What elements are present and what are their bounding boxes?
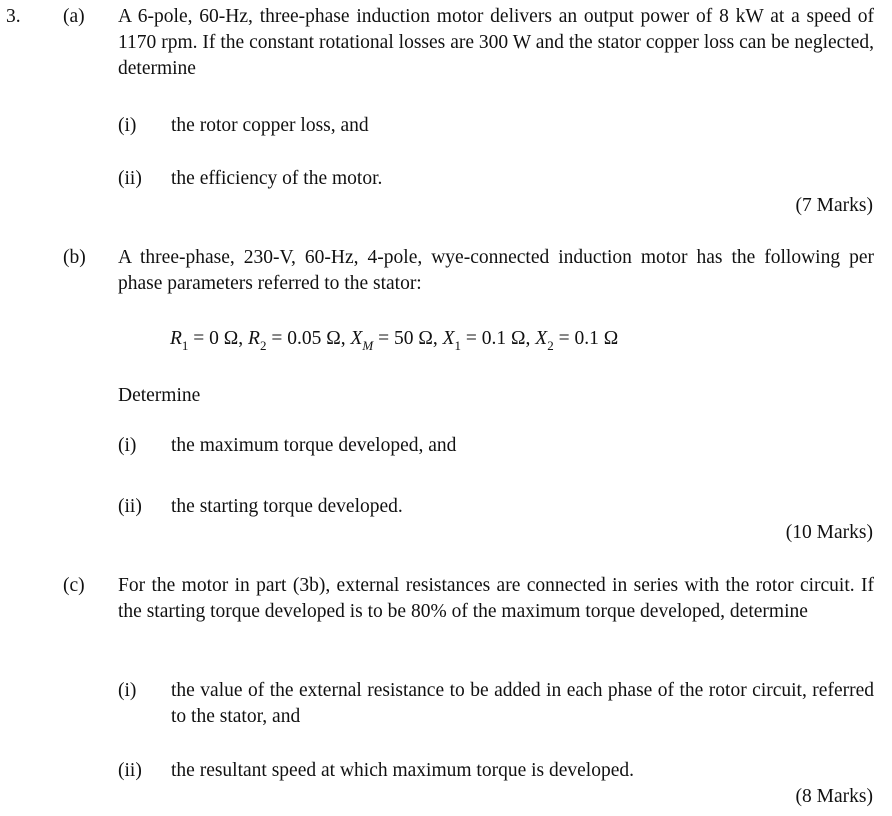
part-c-marks: (8 Marks) bbox=[795, 786, 873, 807]
part-b-i-label: (i) bbox=[118, 435, 137, 456]
xm-subscript: M bbox=[362, 337, 374, 353]
part-c-ii-text: the resultant speed at which maximum torque is developed. bbox=[171, 760, 635, 781]
part-c-i-text: the value of the external resistance to be added in each phase of the rotor circuit, referred to the stator, and bbox=[171, 680, 874, 727]
x1-value: = 0.1 Ω, bbox=[465, 328, 531, 349]
r1-symbol: R bbox=[170, 328, 182, 349]
part-c-ii-label: (ii) bbox=[118, 760, 142, 781]
x1-symbol: X bbox=[442, 328, 455, 349]
part-a-ii-text: the efficiency of the motor. bbox=[171, 168, 383, 189]
x2-value: = 0.1 Ω bbox=[558, 328, 619, 349]
part-c-text: For the motor in part (3b), external resistances are connected in series with the rotor circuit. If the starting torque developed is to be 80% of the maximum torque developed, determine bbox=[118, 575, 874, 622]
question-number: 3. bbox=[6, 6, 21, 27]
xm-value: = 50 Ω, bbox=[378, 328, 438, 349]
r2-value: = 0.05 Ω, bbox=[271, 328, 346, 349]
part-c-label: (c) bbox=[63, 575, 85, 596]
part-b-i-text: the maximum torque developed, and bbox=[171, 435, 457, 456]
part-b-ii-text: the starting torque developed. bbox=[171, 496, 403, 517]
parameter-equation bbox=[170, 326, 618, 352]
part-a-label: (a) bbox=[63, 6, 85, 27]
r2-symbol: R bbox=[248, 328, 260, 349]
xm-symbol: X bbox=[350, 328, 363, 349]
part-a-i-text: the rotor copper loss, and bbox=[171, 115, 369, 136]
part-b-label: (b) bbox=[63, 247, 86, 268]
part-a-text: A 6-pole, 60-Hz, three-phase induction motor delivers an output power of 8 kW at a speed of 1170 rpm. If the constant rotational losses are 300 W and the stator copper loss can be neglected, determine bbox=[118, 6, 874, 79]
part-a-marks: (7 Marks) bbox=[795, 195, 873, 216]
part-b-marks: (10 Marks) bbox=[785, 522, 873, 543]
part-b-text: A three-phase, 230-V, 60-Hz, 4-pole, wye-connected induction motor has the following per phase parameters referred to the stator: bbox=[118, 247, 874, 294]
r2-subscript: 2 bbox=[259, 337, 267, 353]
x2-subscript: 2 bbox=[547, 337, 554, 353]
r1-value: = 0 Ω, bbox=[193, 328, 244, 349]
part-a-i-label: (i) bbox=[118, 115, 137, 136]
part-c-i-label: (i) bbox=[118, 680, 137, 701]
part-b-determine: Determine bbox=[118, 385, 201, 406]
r1-subscript: 1 bbox=[181, 337, 189, 353]
part-a-ii-label: (ii) bbox=[118, 168, 142, 189]
part-b-ii-label: (ii) bbox=[118, 496, 142, 517]
x2-symbol: X bbox=[535, 328, 548, 349]
x1-subscript: 1 bbox=[454, 337, 462, 353]
